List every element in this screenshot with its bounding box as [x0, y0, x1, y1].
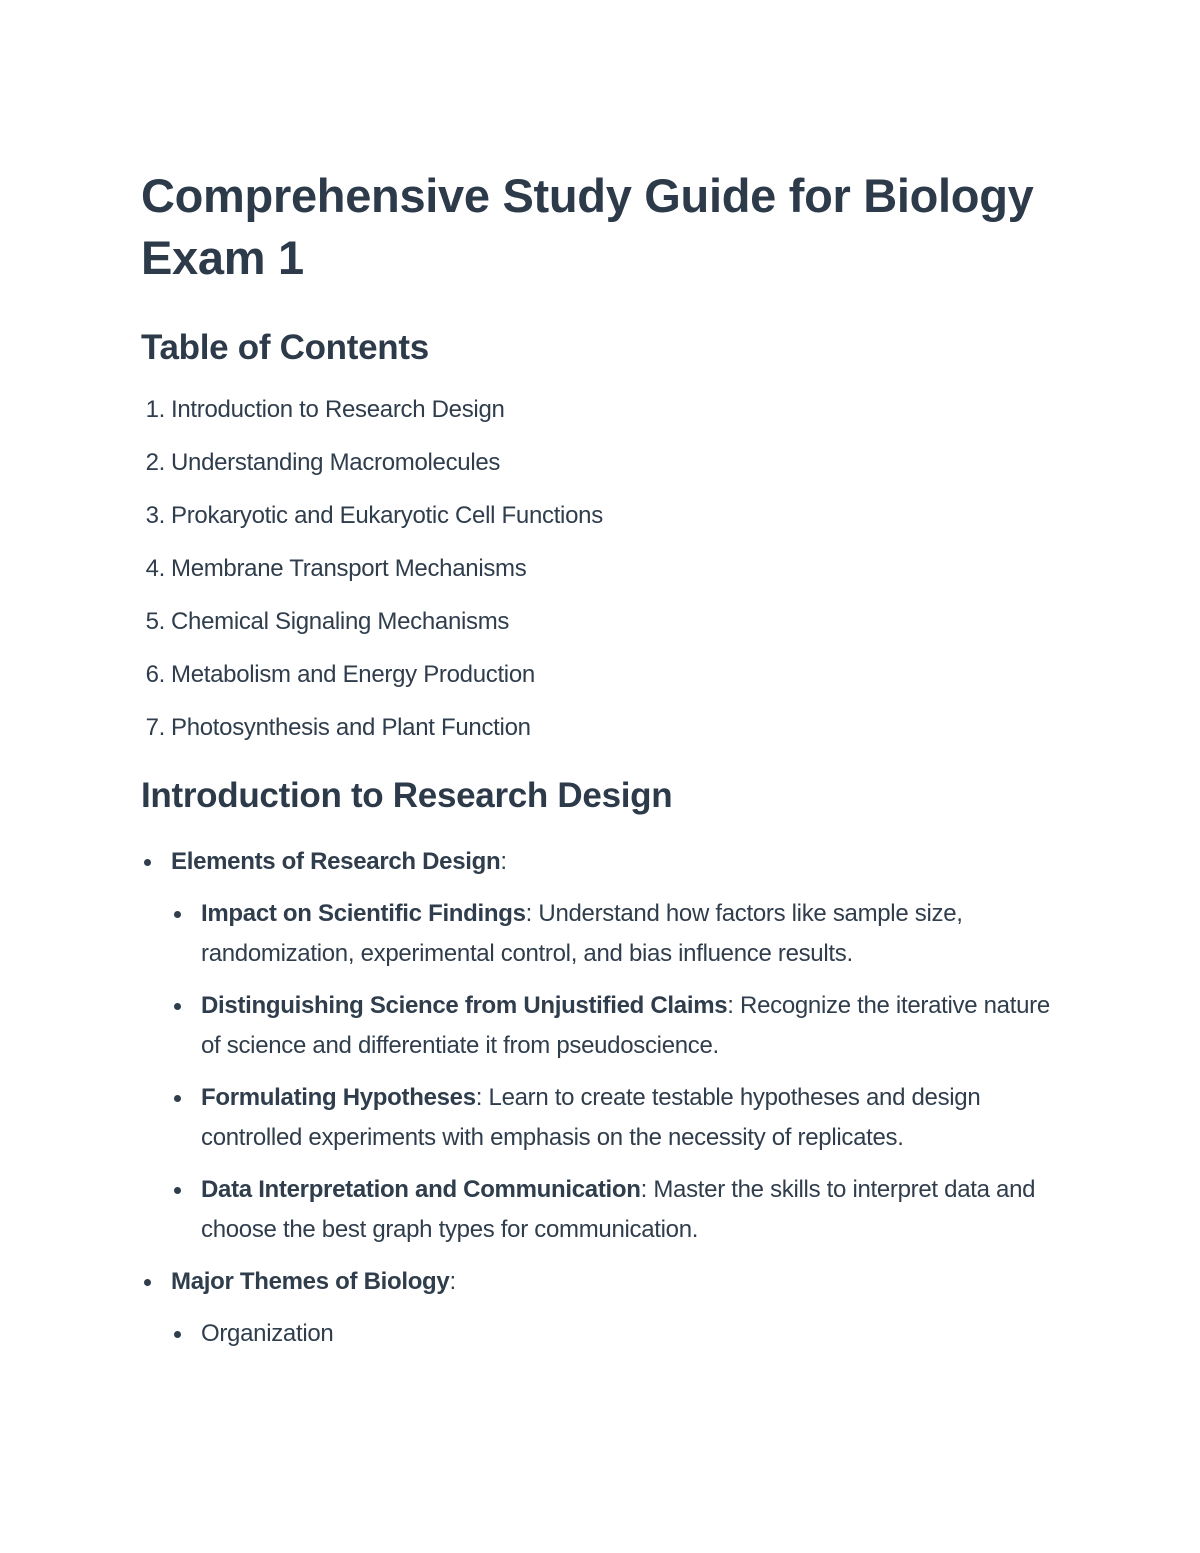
toc-heading: Table of Contents — [141, 328, 429, 367]
bullet-icon — [174, 911, 181, 918]
toc-item[interactable] — [141, 500, 1061, 532]
sub-item-text: : Master the skills to interpret data and choose the best graph types for communication. — [201, 1176, 1036, 1243]
bullet-icon — [144, 1279, 151, 1286]
toc-item-label: Chemical Signaling Mechanisms — [171, 608, 510, 635]
toc-item-number: 2. — [145, 449, 165, 476]
toc-item-number: 4. — [145, 555, 165, 582]
bullet-icon — [174, 1331, 181, 1338]
toc-item-number: 3. — [145, 502, 165, 529]
sub-list — [171, 894, 1061, 1250]
document-page — [141, 165, 1061, 1354]
toc-item-number: 6. — [145, 661, 165, 688]
toc-item-label: Understanding Macromolecules — [171, 449, 501, 476]
outline-item-label: Elements of Research Design — [171, 848, 501, 875]
table-of-contents — [141, 394, 1061, 744]
sub-list-item — [171, 894, 1061, 974]
sub-item-text: Organization — [201, 1320, 334, 1347]
bullet-icon — [174, 1003, 181, 1010]
sub-list-item — [171, 1170, 1061, 1250]
sub-list-item — [171, 1314, 1061, 1354]
bullet-icon — [144, 859, 151, 866]
outline-item-elements — [141, 842, 1061, 1250]
toc-item-label: Metabolism and Energy Production — [171, 661, 535, 688]
toc-item-label: Prokaryotic and Eukaryotic Cell Functions — [171, 502, 603, 529]
toc-item[interactable] — [141, 394, 1061, 426]
toc-item[interactable] — [141, 606, 1061, 638]
sub-item-term: Data Interpretation and Communication — [201, 1176, 641, 1203]
bullet-icon — [174, 1095, 181, 1102]
toc-item-number: 7. — [145, 714, 165, 741]
toc-item-label: Introduction to Research Design — [171, 396, 505, 423]
section-outline — [141, 842, 1061, 1354]
page-title: Comprehensive Study Guide for Biology Exam 1 — [141, 169, 1034, 284]
outline-item-label: Major Themes of Biology — [171, 1268, 450, 1295]
label-colon: : — [449, 1268, 456, 1295]
toc-item[interactable] — [141, 712, 1061, 744]
toc-item[interactable] — [141, 659, 1061, 691]
section-heading: Introduction to Research Design — [141, 776, 673, 815]
toc-item-label: Membrane Transport Mechanisms — [171, 555, 527, 582]
sub-item-text: : Recognize the iterative nature of science and differentiate it from pseudoscience. — [201, 992, 1050, 1059]
sub-list-item — [171, 1078, 1061, 1158]
toc-item-number: 1. — [145, 396, 165, 423]
toc-item[interactable] — [141, 447, 1061, 479]
sub-item-text: : Learn to create testable hypotheses and design controlled experiments with emphasis on the necessity of replicates. — [201, 1084, 981, 1151]
bullet-icon — [174, 1187, 181, 1194]
sub-list-item — [171, 986, 1061, 1066]
sub-item-text: : Understand how factors like sample size, randomization, experimental control, and bias influence results. — [201, 900, 963, 967]
toc-item-number: 5. — [145, 608, 165, 635]
sub-list — [171, 1314, 1061, 1354]
sub-item-term: Impact on Scientific Findings — [201, 900, 526, 927]
label-colon: : — [500, 848, 507, 875]
outline-item-themes — [141, 1262, 1061, 1354]
toc-item[interactable] — [141, 553, 1061, 585]
sub-item-term: Distinguishing Science from Unjustified Claims — [201, 992, 728, 1019]
toc-item-label: Photosynthesis and Plant Function — [171, 714, 531, 741]
sub-item-term: Formulating Hypotheses — [201, 1084, 476, 1111]
